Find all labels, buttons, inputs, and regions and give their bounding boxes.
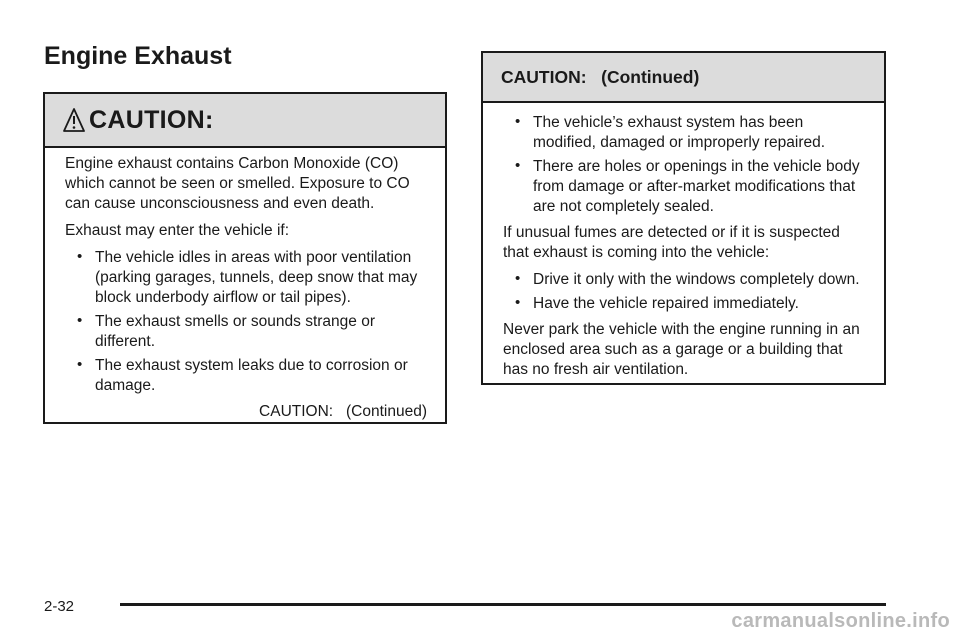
- bullet-item: • The exhaust smells or sounds strange or different.: [77, 312, 427, 352]
- caution-continued-box: [481, 51, 886, 385]
- bullet-item: • The vehicle idles in areas with poor ventilation (parking garages, tunnels, deep snow that may block underbody airflow or tail pipes).: [77, 248, 427, 308]
- caution-body: [483, 103, 884, 380]
- caution-paragraph: Engine exhaust contains Carbon Monoxide (CO) which cannot be seen or smelled. Exposure to CO can cause unconsciousness and even death.: [65, 155, 410, 212]
- bullet-list: [65, 248, 427, 396]
- bullet-item: • The vehicle’s exhaust system has been modified, damaged or improperly repaired.: [515, 113, 866, 153]
- caution-paragraph: Exhaust may enter the vehicle if:: [65, 222, 290, 239]
- watermark: carmanualsonline.info: [731, 610, 950, 632]
- page-number: 2-32: [44, 598, 75, 615]
- caution-paragraph: Never park the vehicle with the engine running in an enclosed area such as a garage or a building that has no fresh air ventilation.: [503, 321, 860, 378]
- bullet-list: [503, 270, 866, 314]
- caution-body: [45, 148, 445, 422]
- bullet-item: • There are holes or openings in the vehicle body from damage or after-market modifications that are not completely sealed.: [515, 157, 866, 217]
- caution-box: [43, 92, 447, 424]
- caution-continued-label: CAUTION: (Continued): [501, 66, 700, 87]
- page-title: Engine Exhaust: [44, 42, 232, 70]
- bullet-list: [503, 113, 866, 217]
- continued-note: CAUTION: (Continued): [259, 403, 427, 420]
- caution-paragraph: If unusual fumes are detected or if it is suspected that exhaust is coming into the vehicle:: [503, 224, 840, 261]
- warning-triangle-icon: [63, 107, 85, 133]
- bullet-item: • The exhaust system leaks due to corrosion or damage.: [77, 356, 427, 396]
- caution-header: [45, 94, 445, 148]
- bullet-item: • Drive it only with the windows completely down.: [515, 270, 866, 290]
- caution-continued-header: [483, 53, 884, 103]
- caution-label: CAUTION:: [89, 105, 214, 134]
- bullet-item: • Have the vehicle repaired immediately.: [515, 294, 866, 314]
- footer-rule: [120, 603, 886, 606]
